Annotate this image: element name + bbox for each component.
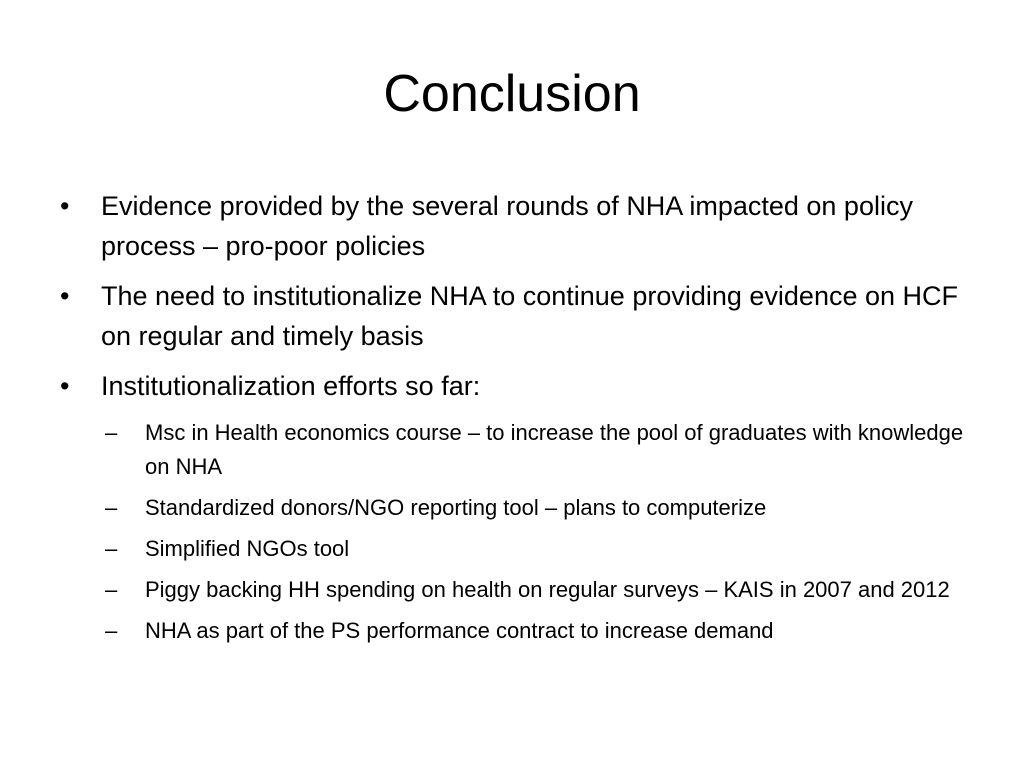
- bullet-item: [60, 366, 970, 406]
- bullet-text: Institutionalization efforts so far:: [101, 371, 481, 401]
- sub-bullet-marker: –: [105, 618, 118, 643]
- sub-bullet-item: [105, 614, 970, 648]
- bullet-marker: •: [60, 191, 70, 221]
- sub-bullet-marker: –: [105, 577, 118, 602]
- sub-bullet-text: Piggy backing HH spending on health on regular surveys – KAIS in 2007 and 2012: [145, 577, 950, 602]
- sub-bullet-text: NHA as part of the PS performance contract to increase demand: [145, 618, 774, 643]
- bullet-marker: •: [60, 281, 70, 311]
- sub-bullet-list: [60, 416, 970, 648]
- sub-bullet-marker: –: [105, 495, 118, 520]
- bullet-text: Evidence provided by the several rounds of NHA impacted on policy process – pro-poor policies: [101, 191, 913, 261]
- slide-title: Conclusion: [383, 65, 641, 123]
- bullet-marker: •: [60, 371, 70, 401]
- sub-bullet-marker: –: [105, 420, 118, 445]
- sub-bullet-text: Msc in Health economics course – to increase the pool of graduates with knowledge on NHA: [145, 420, 964, 479]
- sub-bullet-item: [105, 416, 970, 484]
- sub-bullet-item: [105, 573, 970, 607]
- sub-bullet-text: Standardized donors/NGO reporting tool – plans to computerize: [145, 495, 767, 520]
- sub-bullet-item: [105, 532, 970, 566]
- sub-bullet-item: [105, 491, 970, 525]
- bullet-item: [60, 186, 970, 266]
- sub-bullet-text: Simplified NGOs tool: [145, 536, 350, 561]
- bullet-list: [60, 186, 970, 655]
- bullet-text: The need to institutionalize NHA to continue providing evidence on HCF on regular and timely basis: [101, 281, 958, 351]
- bullet-item: [60, 276, 970, 356]
- sub-bullet-marker: –: [105, 536, 118, 561]
